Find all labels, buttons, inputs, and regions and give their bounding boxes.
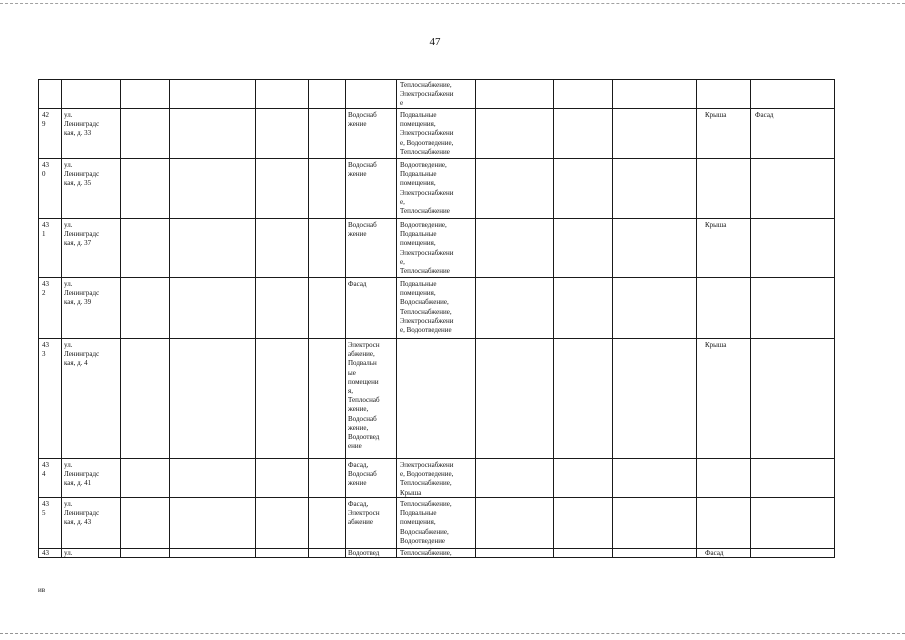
table-cell: Подвальные помещения, Электроснабжени е, Водоотведение, Теплоснабжение — [400, 111, 454, 156]
table-rule — [396, 79, 397, 558]
table-rule — [38, 158, 834, 159]
table-cell: Водоотведение, Подвальные помещения, Электроснабжени е, Теплоснабжение — [400, 161, 454, 216]
table-rule — [345, 79, 346, 558]
table-rule — [553, 79, 554, 558]
row-number: 43 4 — [42, 461, 49, 479]
row-address: ул. Ленинградс кая, д. 33 — [64, 111, 100, 138]
row-address: ул. Ленинградс кая, д. 41 — [64, 461, 100, 488]
table-rule — [750, 79, 751, 558]
row-number: 43 1 — [42, 221, 49, 239]
row-address: ул. Ленинградс кая, д. 37 — [64, 221, 100, 248]
table-rule — [61, 79, 62, 558]
table-cell: Фасад — [705, 549, 724, 557]
table-cell: Крыша — [705, 341, 727, 349]
table-cell: Водоснаб жение — [348, 161, 377, 179]
table-rule — [38, 338, 834, 339]
row-number: 42 9 — [42, 111, 49, 129]
table-cell: Фасад — [348, 280, 367, 288]
row-address: ул. Ленинградс кая, д. 4 — [64, 341, 100, 368]
table-cell: Теплоснабжение, Подвальные помещения, Водоснабжение, Водоотведение — [400, 500, 452, 545]
table-cell: Крыша — [705, 221, 727, 229]
table-cell: Фасад, Водоснаб жение — [348, 461, 377, 488]
table-rule — [612, 79, 613, 558]
table-cell: Водоснаб жение — [348, 221, 377, 239]
data-table — [38, 79, 834, 557]
table-cell: Теплоснабжение, — [400, 549, 452, 557]
table-rule — [255, 79, 256, 558]
table-cell: Фасад, Электросн абжение — [348, 500, 380, 527]
table-cell: Фасад — [755, 111, 774, 119]
row-number: 43 2 — [42, 280, 49, 298]
table-rule — [38, 218, 834, 219]
table-cell: Подвальные помещения, Водоснабжение, Теплоснабжение, Электроснабжени е, Водоотведение — [400, 280, 454, 335]
table-rule — [308, 79, 309, 558]
scan-edge-top — [0, 3, 905, 4]
row-number: 43 3 — [42, 341, 49, 359]
table-cell: Водоотведение, Подвальные помещения, Электроснабжени е, Теплоснабжение — [400, 221, 454, 276]
table-cell: Крыша — [705, 111, 727, 119]
row-number: 43 — [42, 549, 49, 557]
table-rule — [38, 277, 834, 278]
table-cell: Водоснаб жение — [348, 111, 377, 129]
page-number: 47 — [429, 36, 441, 48]
row-address: ул. Ленинградс кая, д. 39 — [64, 280, 100, 307]
table-rule — [475, 79, 476, 558]
table-rule — [38, 79, 834, 80]
table-rule — [120, 79, 121, 558]
table-rule — [38, 458, 834, 459]
table-rule — [834, 79, 835, 558]
footer-mark: ив — [38, 586, 46, 594]
table-rule — [169, 79, 170, 558]
table-cell: Электросн абжение, Подвальн ые помещени я, Теплоснаб жение, Водоснаб жение, Водоотвед ение — [348, 341, 380, 451]
row-address: ул. Ленинградс кая, д. 43 — [64, 500, 100, 527]
row-number: 43 0 — [42, 161, 49, 179]
table-rule — [38, 79, 39, 558]
table-rule — [696, 79, 697, 558]
row-address: ул. Ленинградс кая, д. 35 — [64, 161, 100, 188]
row-number: 43 5 — [42, 500, 49, 518]
row-address: ул. — [64, 549, 73, 557]
table-cell: Теплоснабжение, Электроснабжени е — [400, 81, 454, 108]
table-cell: Водоотвед — [348, 549, 380, 557]
scan-edge-bottom — [0, 633, 905, 634]
table-cell: Электроснабжени е, Водоотведение, Теплоснабжение, Крыша — [400, 461, 454, 497]
